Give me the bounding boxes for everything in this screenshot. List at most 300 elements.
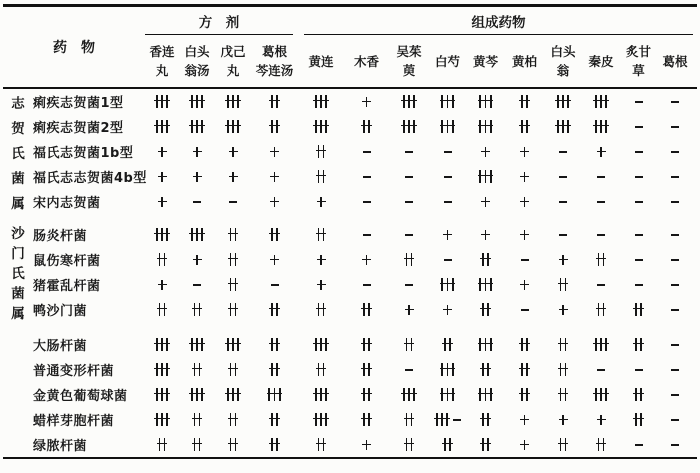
plus-tally-symbol bbox=[362, 438, 372, 452]
potency-cell bbox=[505, 388, 544, 402]
document-table bbox=[3, 4, 697, 459]
potency-cell bbox=[344, 145, 389, 159]
plus-tally-symbol bbox=[596, 145, 606, 159]
potency-cell bbox=[429, 278, 466, 292]
plus-tally-symbol bbox=[440, 388, 456, 402]
potency-cell bbox=[389, 145, 429, 159]
potency-cell bbox=[429, 228, 466, 242]
plus-tally-symbol bbox=[404, 253, 415, 267]
plus-tally-symbol bbox=[596, 253, 607, 267]
minus-symbol bbox=[521, 303, 529, 317]
potency-cell bbox=[466, 363, 505, 377]
plus-tally-symbol bbox=[443, 228, 453, 242]
plus-tally-symbol bbox=[228, 413, 239, 427]
table-header bbox=[3, 7, 697, 89]
plus-tally-symbol bbox=[520, 170, 530, 184]
plus-tally-symbol bbox=[157, 438, 168, 452]
plus-tally-symbol bbox=[189, 338, 205, 352]
potency-cell bbox=[620, 170, 657, 184]
plus-tally-symbol bbox=[401, 120, 417, 134]
plus-tally-symbol bbox=[404, 338, 415, 352]
potency-cell bbox=[298, 278, 344, 292]
bacteria-group bbox=[3, 89, 697, 214]
potency-cell bbox=[620, 120, 657, 134]
plus-tally-symbol bbox=[478, 120, 494, 134]
plus-tally-symbol bbox=[270, 253, 280, 267]
potency-cell bbox=[544, 388, 582, 402]
potency-cell bbox=[389, 195, 429, 209]
minus-symbol bbox=[671, 303, 679, 317]
potency-cell bbox=[298, 388, 344, 402]
plus-tally-symbol bbox=[404, 303, 414, 317]
column-header-line: 丸 bbox=[155, 63, 169, 78]
minus-symbol bbox=[363, 195, 371, 209]
column-header-line: 葛根 bbox=[261, 44, 287, 60]
plus-tally-symbol bbox=[558, 253, 568, 267]
potency-cell bbox=[582, 338, 620, 352]
plus-tally-symbol bbox=[361, 388, 372, 402]
potency-cell bbox=[544, 228, 582, 242]
potency-cell bbox=[389, 413, 429, 427]
potency-cell bbox=[251, 388, 298, 402]
plus-tally-symbol bbox=[269, 95, 280, 109]
potency-cell bbox=[215, 145, 251, 159]
potency-cell bbox=[215, 228, 251, 242]
potency-cell bbox=[179, 253, 215, 267]
plus-tally-symbol bbox=[520, 438, 530, 452]
group-label-char: 菌 bbox=[11, 286, 25, 302]
column-header bbox=[657, 35, 693, 87]
plus-tally-symbol bbox=[157, 145, 167, 159]
plus-tally-symbol bbox=[269, 438, 280, 452]
bacteria-name: 痢疾志贺菌1型 bbox=[33, 96, 124, 111]
plus-tally-symbol bbox=[478, 388, 494, 402]
plus-tally-symbol bbox=[480, 363, 491, 377]
plus-tally-symbol bbox=[519, 95, 530, 109]
potency-cell bbox=[215, 303, 251, 317]
potency-cell bbox=[582, 253, 620, 267]
plus-tally-symbol bbox=[481, 145, 491, 159]
potency-cell bbox=[215, 120, 251, 134]
potency-cell bbox=[215, 438, 251, 452]
plus-tally-symbol bbox=[316, 253, 326, 267]
plus-tally-symbol bbox=[154, 338, 170, 352]
plus-tally-symbol bbox=[316, 228, 327, 242]
column-header bbox=[389, 35, 429, 87]
potency-cell bbox=[466, 303, 505, 317]
plus-tally-symbol bbox=[519, 120, 530, 134]
potency-cell bbox=[344, 253, 389, 267]
potency-cell bbox=[466, 95, 505, 109]
minus-symbol bbox=[521, 253, 529, 267]
group-label-char: 氏 bbox=[11, 266, 25, 282]
plus-tally-symbol bbox=[154, 228, 170, 242]
plus-tally-symbol bbox=[228, 145, 238, 159]
plus-tally-symbol bbox=[555, 120, 571, 134]
minus-symbol bbox=[444, 145, 452, 159]
table-row bbox=[3, 89, 697, 114]
plus-tally-symbol bbox=[481, 228, 491, 242]
column-header-line: 戊己 bbox=[220, 44, 246, 60]
potency-cell bbox=[251, 253, 298, 267]
potency-cell bbox=[657, 228, 693, 242]
potency-cell bbox=[544, 95, 582, 109]
minus-symbol bbox=[597, 170, 605, 184]
plus-tally-symbol bbox=[157, 170, 167, 184]
potency-cell bbox=[582, 303, 620, 317]
potency-cell bbox=[179, 228, 215, 242]
column-header bbox=[145, 35, 179, 87]
plus-tally-symbol bbox=[316, 363, 327, 377]
plus-tally-symbol bbox=[192, 253, 202, 267]
minus-symbol bbox=[229, 195, 237, 209]
potency-cell bbox=[145, 95, 179, 109]
group-label-char: 菌 bbox=[11, 170, 25, 187]
potency-cell bbox=[657, 278, 693, 292]
plus-tally-symbol bbox=[192, 363, 203, 377]
potency-cell bbox=[344, 303, 389, 317]
plus-tally-symbol bbox=[404, 413, 415, 427]
potency-cell bbox=[145, 413, 179, 427]
plus-tally-symbol bbox=[558, 413, 568, 427]
plus-tally-symbol bbox=[154, 95, 170, 109]
table-row bbox=[3, 114, 697, 139]
potency-cell bbox=[145, 170, 179, 184]
minus-symbol bbox=[559, 145, 567, 159]
potency-cell bbox=[145, 253, 179, 267]
potency-cell bbox=[298, 413, 344, 427]
plus-tally-symbol bbox=[401, 388, 417, 402]
plus-tally-symbol bbox=[192, 170, 202, 184]
minus-symbol bbox=[597, 228, 605, 242]
potency-cell bbox=[145, 120, 179, 134]
potency-cell bbox=[215, 363, 251, 377]
potency-cell bbox=[251, 363, 298, 377]
group-label-char: 属 bbox=[11, 306, 25, 322]
minus-symbol bbox=[635, 278, 643, 292]
potency-cell bbox=[505, 145, 544, 159]
potency-cell bbox=[657, 195, 693, 209]
minus-symbol bbox=[405, 145, 413, 159]
plus-tally-symbol bbox=[269, 120, 280, 134]
potency-cell bbox=[466, 120, 505, 134]
potency-cell bbox=[582, 170, 620, 184]
plus-tally-symbol bbox=[362, 253, 372, 267]
column-header bbox=[620, 35, 657, 87]
minus-symbol bbox=[635, 438, 643, 452]
table-row bbox=[3, 164, 697, 189]
potency-cell bbox=[544, 145, 582, 159]
potency-cell bbox=[505, 170, 544, 184]
plus-tally-symbol bbox=[225, 120, 241, 134]
minus-symbol bbox=[671, 95, 679, 109]
potency-cell bbox=[344, 338, 389, 352]
table-row bbox=[3, 247, 697, 272]
potency-cell bbox=[179, 145, 215, 159]
potency-cell bbox=[389, 338, 429, 352]
column-header-drug: 药 物 bbox=[53, 40, 95, 56]
bacteria-name: 金黄色葡萄球菌 bbox=[33, 389, 128, 404]
plus-tally-symbol bbox=[269, 413, 280, 427]
plus-tally-symbol bbox=[558, 363, 569, 377]
potency-cell bbox=[145, 388, 179, 402]
potency-cell bbox=[344, 388, 389, 402]
plus-tally-symbol bbox=[361, 338, 372, 352]
potency-cell bbox=[505, 303, 544, 317]
potency-cell bbox=[429, 170, 466, 184]
plus-tally-symbol bbox=[442, 438, 453, 452]
plus-tally-symbol bbox=[270, 170, 280, 184]
potency-cell bbox=[544, 195, 582, 209]
potency-cell bbox=[466, 145, 505, 159]
minus-symbol bbox=[671, 438, 679, 452]
potency-cell bbox=[544, 303, 582, 317]
bacteria-name: 肠炎杆菌 bbox=[33, 229, 88, 244]
column-header bbox=[215, 35, 251, 87]
minus-symbol bbox=[671, 388, 679, 402]
potency-cell bbox=[145, 145, 179, 159]
potency-cell bbox=[620, 95, 657, 109]
potency-cell bbox=[215, 413, 251, 427]
plus-tally-symbol bbox=[596, 438, 607, 452]
potency-cell bbox=[657, 303, 693, 317]
minus-symbol bbox=[671, 278, 679, 292]
potency-cell bbox=[544, 170, 582, 184]
plus-tally-symbol bbox=[189, 120, 205, 134]
minus-symbol bbox=[193, 278, 201, 292]
minus-symbol bbox=[671, 145, 679, 159]
minus-symbol bbox=[671, 195, 679, 209]
potency-cell bbox=[429, 438, 466, 452]
potency-cell bbox=[544, 438, 582, 452]
plus-tally-symbol bbox=[270, 145, 280, 159]
plus-tally-symbol bbox=[633, 303, 644, 317]
potency-cell bbox=[179, 338, 215, 352]
potency-cell bbox=[466, 228, 505, 242]
potency-cell bbox=[344, 95, 389, 109]
potency-cell bbox=[251, 95, 298, 109]
potency-cell bbox=[505, 338, 544, 352]
potency-cell bbox=[505, 253, 544, 267]
plus-tally-symbol bbox=[555, 95, 571, 109]
potency-cell bbox=[179, 278, 215, 292]
minus-symbol bbox=[597, 278, 605, 292]
potency-cell bbox=[145, 303, 179, 317]
plus-tally-symbol bbox=[269, 363, 280, 377]
minus-symbol bbox=[671, 228, 679, 242]
plus-tally-symbol bbox=[157, 278, 167, 292]
potency-cell bbox=[179, 388, 215, 402]
plus-tally-symbol bbox=[519, 338, 530, 352]
potency-cell bbox=[298, 303, 344, 317]
table-row bbox=[3, 139, 697, 164]
potency-cell bbox=[505, 363, 544, 377]
minus-symbol bbox=[405, 278, 413, 292]
potency-cell bbox=[620, 195, 657, 209]
minus-symbol bbox=[635, 228, 643, 242]
plus-tally-symbol bbox=[361, 303, 372, 317]
potency-cell bbox=[179, 195, 215, 209]
potency-cell bbox=[582, 278, 620, 292]
plus-tally-symbol bbox=[593, 95, 609, 109]
minus-symbol bbox=[635, 195, 643, 209]
plus-tally-symbol bbox=[316, 278, 326, 292]
bacteria-name: 绿脓杆菌 bbox=[33, 439, 88, 454]
potency-cell bbox=[657, 363, 693, 377]
plus-tally-symbol bbox=[228, 438, 239, 452]
potency-cell bbox=[620, 145, 657, 159]
table-row bbox=[3, 432, 697, 457]
plus-tally-symbol bbox=[593, 338, 609, 352]
plus-tally-symbol bbox=[157, 303, 168, 317]
column-header-line: 翁 bbox=[556, 63, 570, 78]
potency-cell bbox=[466, 338, 505, 352]
table-row bbox=[3, 357, 697, 382]
column-header-line: 黄芩 bbox=[472, 53, 498, 69]
potency-cell bbox=[251, 338, 298, 352]
bacteria-name: 猪霍乱杆菌 bbox=[33, 279, 101, 294]
minus-symbol bbox=[671, 338, 679, 352]
table-row bbox=[3, 189, 697, 214]
plus-tally-symbol bbox=[157, 253, 168, 267]
column-header-line: 白头 bbox=[550, 44, 576, 60]
minus-symbol bbox=[671, 413, 679, 427]
potency-cell bbox=[344, 363, 389, 377]
potency-cell bbox=[251, 195, 298, 209]
potency-cell bbox=[145, 338, 179, 352]
potency-cell bbox=[544, 120, 582, 134]
bacteria-name: 宋内志贺菌 bbox=[33, 196, 101, 211]
minus-symbol bbox=[559, 170, 567, 184]
potency-cell bbox=[544, 363, 582, 377]
plus-tally-symbol bbox=[558, 278, 569, 292]
plus-tally-symbol bbox=[633, 388, 644, 402]
plus-tally-symbol bbox=[478, 338, 494, 352]
plus-tally-symbol bbox=[313, 388, 329, 402]
potency-cell bbox=[389, 95, 429, 109]
potency-cell bbox=[251, 120, 298, 134]
potency-cell bbox=[215, 170, 251, 184]
potency-cell bbox=[298, 120, 344, 134]
plus-tally-symbol bbox=[593, 388, 609, 402]
column-header-line: 炙甘 bbox=[625, 44, 651, 60]
potency-cell bbox=[466, 413, 505, 427]
plus-tally-symbol bbox=[596, 413, 606, 427]
potency-cell bbox=[389, 170, 429, 184]
group-header-components-label: 组成药物 bbox=[471, 15, 526, 31]
plus-tally-symbol bbox=[192, 413, 203, 427]
potency-cell bbox=[582, 413, 620, 427]
potency-cell bbox=[466, 278, 505, 292]
potency-cell bbox=[389, 303, 429, 317]
bacteria-name: 蜡样芽胞杆菌 bbox=[33, 414, 115, 429]
column-header bbox=[466, 35, 505, 87]
plus-tally-symbol bbox=[440, 278, 456, 292]
column-header-line: 香连 bbox=[149, 44, 175, 60]
potency-cell bbox=[179, 438, 215, 452]
potency-cell bbox=[145, 363, 179, 377]
potency-cell bbox=[544, 338, 582, 352]
plus-tally-symbol bbox=[316, 170, 327, 184]
potency-cell bbox=[429, 95, 466, 109]
group-label-char: 门 bbox=[11, 246, 25, 262]
potency-cell bbox=[215, 278, 251, 292]
minus-symbol bbox=[671, 253, 679, 267]
group-label-char: 属 bbox=[11, 195, 25, 212]
plus-tally-symbol bbox=[228, 303, 239, 317]
plus-tally-symbol bbox=[520, 278, 530, 292]
column-header bbox=[544, 35, 582, 87]
potency-cell bbox=[620, 438, 657, 452]
plus-tally-symbol bbox=[480, 438, 491, 452]
potency-cell bbox=[466, 170, 505, 184]
potency-cell bbox=[389, 363, 429, 377]
bacteria-name: 大肠杆菌 bbox=[33, 339, 88, 354]
plus-tally-symbol bbox=[480, 253, 491, 267]
plus-tally-symbol bbox=[558, 338, 569, 352]
potency-cell bbox=[251, 170, 298, 184]
plus-tally-symbol bbox=[593, 120, 609, 134]
potency-cell bbox=[429, 388, 466, 402]
potency-cell bbox=[429, 145, 466, 159]
minus-symbol bbox=[635, 253, 643, 267]
plus-tally-symbol bbox=[316, 303, 327, 317]
potency-cell bbox=[298, 253, 344, 267]
potency-cell bbox=[344, 438, 389, 452]
plus-tally-symbol bbox=[225, 338, 241, 352]
potency-cell bbox=[582, 195, 620, 209]
group-vertical-label bbox=[3, 89, 33, 214]
potency-cell bbox=[145, 228, 179, 242]
potency-cell bbox=[298, 363, 344, 377]
minus-symbol bbox=[671, 170, 679, 184]
potency-cell bbox=[657, 253, 693, 267]
potency-cell bbox=[251, 438, 298, 452]
potency-cell bbox=[389, 388, 429, 402]
plus-tally-symbol bbox=[440, 363, 456, 377]
plus-tally-symbol bbox=[270, 195, 280, 209]
plus-tally-symbol bbox=[434, 413, 450, 427]
potency-cell bbox=[344, 170, 389, 184]
plus-tally-symbol bbox=[558, 438, 569, 452]
potency-cell bbox=[215, 253, 251, 267]
plus-tally-symbol bbox=[228, 253, 239, 267]
potency-cell bbox=[620, 228, 657, 242]
potency-cell bbox=[466, 253, 505, 267]
plus-tally-symbol bbox=[361, 120, 372, 134]
potency-cell bbox=[466, 438, 505, 452]
potency-cell bbox=[429, 253, 466, 267]
plus-tally-symbol bbox=[316, 195, 326, 209]
plus-tally-symbol bbox=[157, 195, 167, 209]
potency-cell bbox=[657, 95, 693, 109]
minus-symbol bbox=[405, 170, 413, 184]
minus-symbol bbox=[363, 170, 371, 184]
potency-cell bbox=[179, 413, 215, 427]
plus-tally-symbol bbox=[269, 338, 280, 352]
minus-symbol bbox=[363, 278, 371, 292]
potency-cell bbox=[344, 120, 389, 134]
potency-cell bbox=[389, 438, 429, 452]
bacteria-name: 普通变形杆菌 bbox=[33, 364, 115, 379]
plus-tally-symbol bbox=[478, 170, 494, 184]
potency-cell bbox=[620, 388, 657, 402]
potency-cell bbox=[215, 388, 251, 402]
plus-tally-symbol bbox=[316, 438, 327, 452]
potency-cell bbox=[298, 145, 344, 159]
plus-tally-symbol bbox=[520, 195, 530, 209]
potency-cell bbox=[179, 170, 215, 184]
